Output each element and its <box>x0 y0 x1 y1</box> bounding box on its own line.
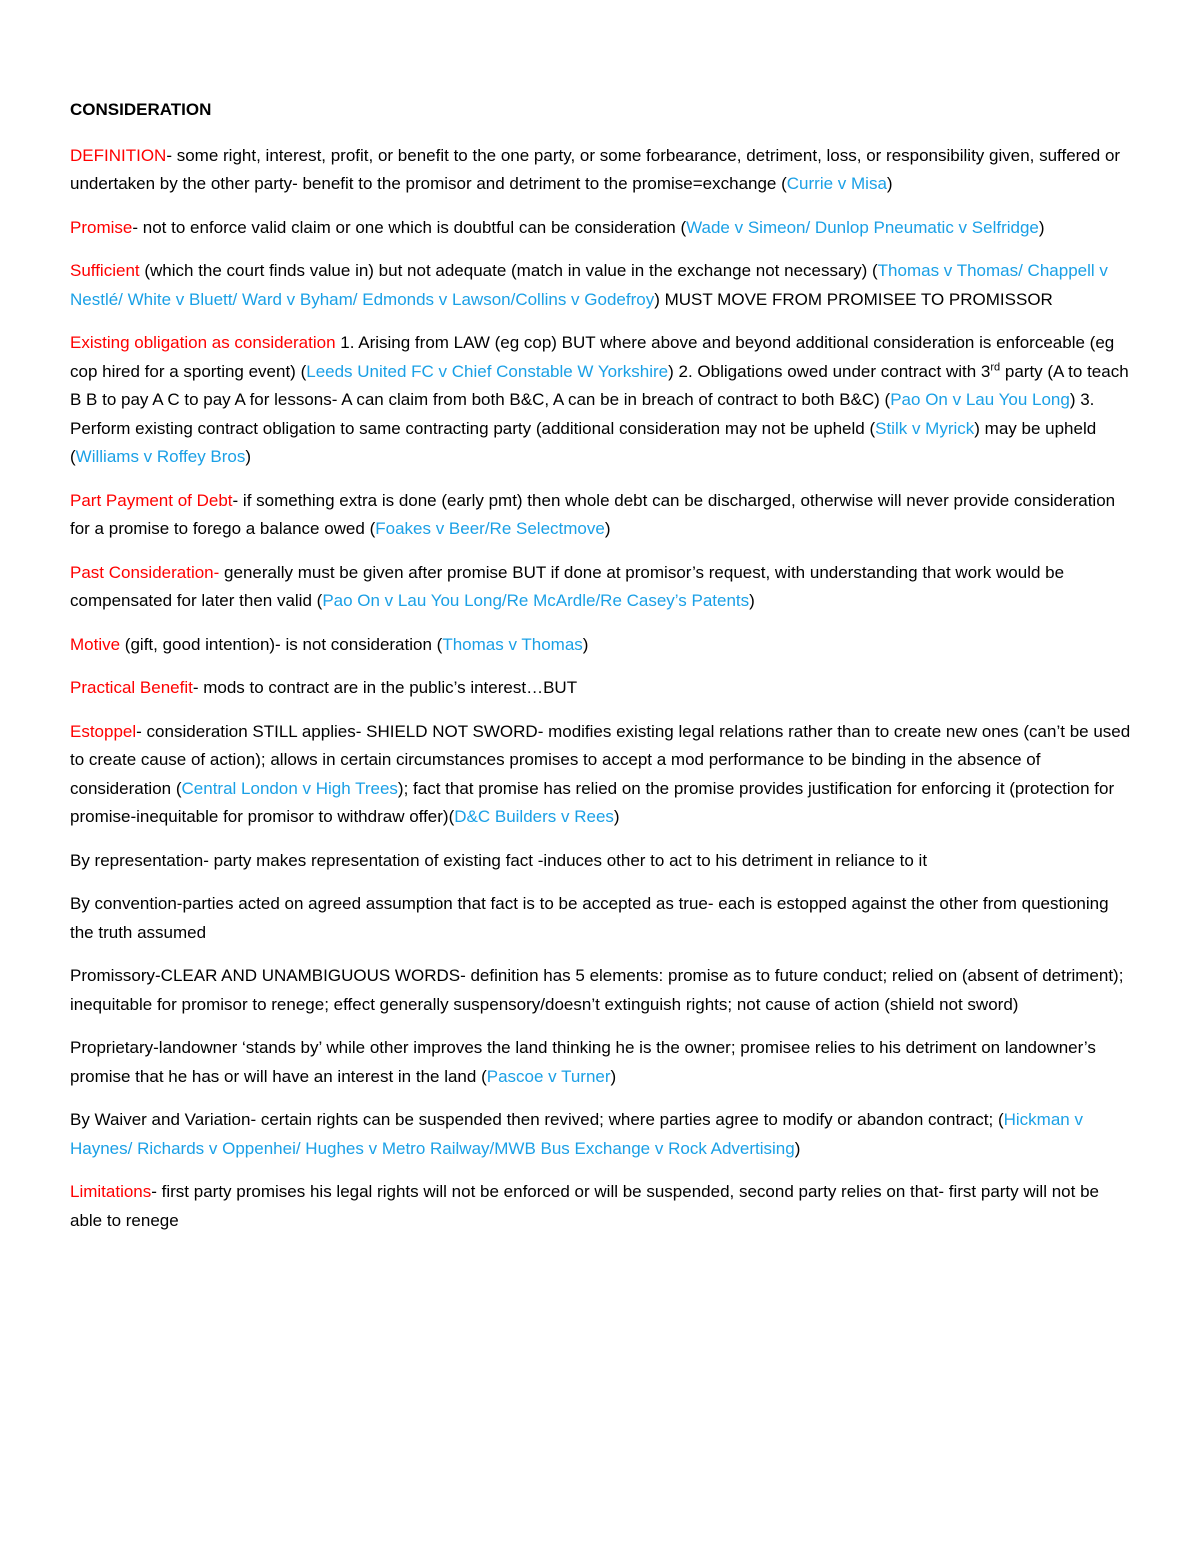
body-text: ) 2. Obligations owed under contract with 3 <box>668 361 991 381</box>
topic-heading: Estoppel <box>70 721 137 741</box>
topic-heading: Existing obligation as consideration <box>70 333 336 352</box>
body-text: By representation- party makes representation of existing fact -induces other to act to his detriment in reliance to it <box>70 850 928 870</box>
body-text: ) 3. Perform existing contract obligation to same contracting party (additional consideration may not be upheld ( <box>70 390 1095 438</box>
case-citation: Foakes v Beer/Re Selectmove <box>375 519 605 538</box>
superscript: rd <box>990 360 1001 373</box>
paragraph <box>70 1106 1132 1163</box>
paragraph <box>70 962 1132 1019</box>
case-citation: Thomas v Thomas <box>442 634 583 654</box>
case-citation: Williams v Roffey Bros <box>75 447 246 466</box>
document-page <box>70 96 1132 1250</box>
paragraph <box>70 142 1132 199</box>
topic-heading: Limitations <box>70 1182 152 1201</box>
paragraph <box>70 487 1132 544</box>
body-text: ) <box>613 807 620 826</box>
page-title: CONSIDERATION <box>70 100 212 119</box>
body-text: ) MUST MOVE FROM PROMISEE TO PROMISSOR <box>654 289 1053 309</box>
topic-heading: Practical Benefit <box>70 678 193 697</box>
body-text: ) <box>582 634 589 654</box>
paragraph <box>70 257 1132 314</box>
body-text: (which the court finds value in) but not adequate (match in value in the exchange not necessary) ( <box>139 261 878 280</box>
body-text: ) <box>610 1066 617 1086</box>
topic-heading: Sufficient <box>70 261 140 280</box>
body-text: ) <box>604 519 611 538</box>
paragraph <box>70 1178 1132 1235</box>
topic-heading: Past Consideration- <box>70 562 220 582</box>
case-citation: Hickman v Haynes/ Richards v Oppenhei/ Hughes v Metro Railway/MWB Bus Exchange v Rock Advertising <box>70 1110 1083 1158</box>
body-text: ) <box>886 174 893 193</box>
paragraph <box>70 847 1132 876</box>
paragraph <box>70 214 1132 243</box>
topic-heading: DEFINITION <box>70 145 167 165</box>
body-text: ) may be upheld ( <box>70 418 1097 466</box>
case-citation: Pascoe v Turner <box>486 1066 611 1086</box>
case-citation: Central London v High Trees <box>181 778 398 798</box>
body-text: - not to enforce valid claim or one which is doubtful can be consideration ( <box>132 217 687 237</box>
body-text: ) <box>1038 217 1045 237</box>
case-citation: Stilk v Myrick <box>875 418 975 438</box>
case-citation: Wade v Simeon/ Dunlop Pneumatic v Selfridge <box>686 217 1039 237</box>
body-text: ) <box>749 591 755 610</box>
document-body <box>70 142 1132 1236</box>
case-citation: Pao On v Lau You Long <box>890 390 1070 409</box>
case-citation: Currie v Misa <box>786 174 887 193</box>
body-text: - first party promises his legal rights will not be enforced or will be suspended, second party relies on that- first party will not be able to renege <box>70 1182 1099 1230</box>
topic-heading: Promise <box>70 217 133 237</box>
body-text: - mods to contract are in the public’s interest…BUT <box>192 678 578 697</box>
body-text: - consideration STILL applies- SHIELD NOT SWORD- modifies existing legal relations rather than to create new ones (can’t be used to create cause of action); allows in certain circumstances promises to accept a mod performance to be binding in the absence of consideration ( <box>70 721 1131 798</box>
body-text: ) <box>245 447 252 466</box>
paragraph <box>70 631 1132 660</box>
case-citation: D&C Builders v Rees <box>454 807 614 826</box>
body-text: (gift, good intention)- is not consideration ( <box>120 634 443 654</box>
case-citation: Thomas v Thomas/ Chappell v Nestlé/ White v Bluett/ Ward v Byham/ Edmonds v Lawson/Collins v Godefroy <box>70 261 1108 309</box>
body-text: Promissory-CLEAR AND UNAMBIGUOUS WORDS- definition has 5 elements: promise as to future conduct; relied on (absent of detriment); inequitable for promisor to renege; effect generally suspensory/doesn’t extinguish rights; not cause of action (shield not sword) <box>70 966 1124 1014</box>
topic-heading: Part Payment of Debt <box>70 490 233 510</box>
case-citation: Leeds United FC v Chief Constable W Yorkshire <box>306 361 669 381</box>
body-text: 1. Arising from LAW (eg cop) BUT where above and beyond additional consideration is enforceable (eg cop hired for a sporting event) ( <box>70 333 1115 381</box>
paragraph <box>70 718 1132 832</box>
body-text: ) <box>794 1138 801 1158</box>
topic-heading: Motive <box>70 634 121 654</box>
paragraph <box>70 559 1132 616</box>
body-text: By convention-parties acted on agreed assumption that fact is to be accepted as true- each is estopped against the other from questioning the truth assumed <box>70 894 1109 942</box>
body-text: - some right, interest, profit, or benefit to the one party, or some forbearance, detriment, loss, or responsibility given, suffered or undertaken by the other party- benefit to the promisor and detriment to the promise=exchange ( <box>70 145 1121 193</box>
body-text: Proprietary-landowner ‘stands by’ while other improves the land thinking he is the owner; promisee relies to his detriment on landowner’s promise that he has or will have an interest in the land ( <box>70 1038 1096 1086</box>
body-text: generally must be given after promise BUT if done at promisor’s request, with understanding that work would be compensated for later then valid ( <box>70 562 1065 610</box>
body-text: By Waiver and Variation- certain rights can be suspended then revived; where parties agree to modify or abandon contract; ( <box>70 1110 1004 1129</box>
body-text: ); fact that promise has relied on the promise provides justification for enforcing it (protection for promise-inequitable for promisor to withdraw offer)( <box>70 778 1115 826</box>
case-citation: Pao On v Lau You Long/Re McArdle/Re Casey’s Patents <box>322 591 750 610</box>
paragraph <box>70 329 1132 472</box>
paragraph <box>70 890 1132 947</box>
body-text: party (A to teach B B to pay A C to pay A for lessons- A can claim from both B&C, A can be in breach of contract to both B&C) ( <box>70 361 1129 409</box>
paragraph <box>70 674 1132 703</box>
paragraph <box>70 1034 1132 1091</box>
body-text: - if something extra is done (early pmt) then whole debt can be discharged, otherwise will never provide consideration for a promise to forego a balance owed ( <box>70 490 1116 538</box>
